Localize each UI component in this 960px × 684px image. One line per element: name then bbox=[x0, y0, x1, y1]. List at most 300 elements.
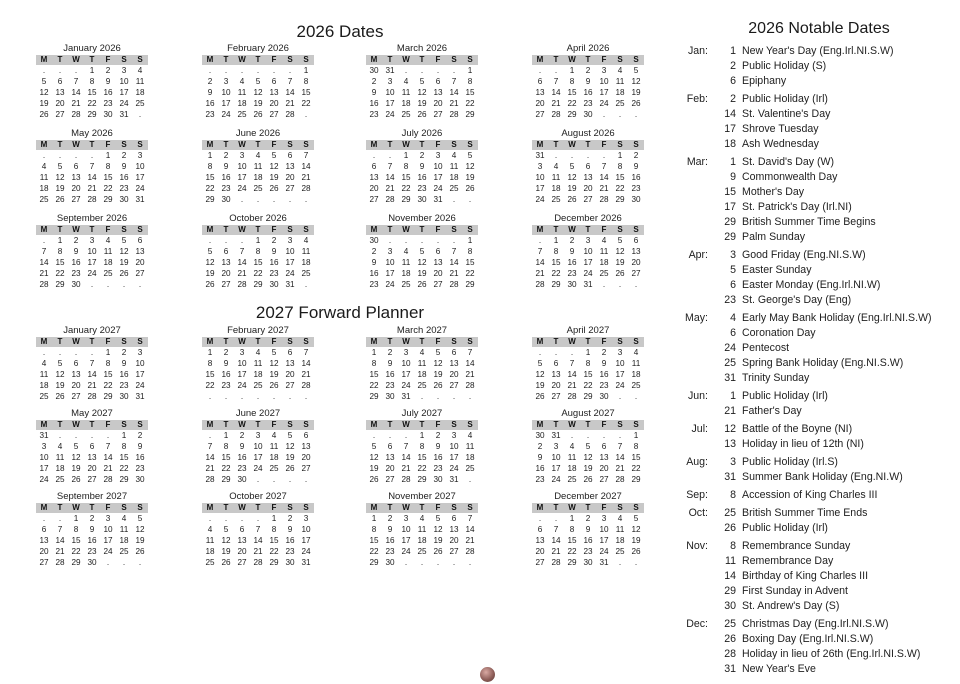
notable-event: Summer Bank Holiday (Eng.NI.W) bbox=[742, 471, 903, 483]
day-cell: 30 bbox=[369, 66, 379, 75]
day-cell: 5 bbox=[617, 236, 623, 245]
notable-day: 1 bbox=[730, 390, 736, 402]
weekday-header: W bbox=[234, 140, 250, 150]
weekday-header: W bbox=[564, 420, 580, 430]
day-cell: 17 bbox=[535, 184, 545, 193]
day-cell: 13 bbox=[551, 370, 561, 379]
day-cell: 14 bbox=[449, 88, 459, 97]
day-cell: 11 bbox=[417, 359, 427, 368]
day-cell: 29 bbox=[401, 195, 411, 204]
day-cell: 15 bbox=[551, 258, 561, 267]
day-cell: 5 bbox=[137, 514, 143, 523]
day-cell: 22 bbox=[631, 464, 641, 473]
day-cell: 30 bbox=[583, 110, 593, 119]
day-cell: . bbox=[240, 514, 244, 523]
day-cell: 13 bbox=[71, 173, 81, 182]
weekday-header: T bbox=[382, 140, 398, 150]
day-cell: 20 bbox=[631, 258, 641, 267]
day-cell: 1 bbox=[57, 236, 63, 245]
week-row bbox=[36, 557, 148, 568]
day-cell: 4 bbox=[601, 236, 607, 245]
day-cell: . bbox=[602, 280, 606, 289]
weekday-header: T bbox=[84, 140, 100, 150]
day-cell: 22 bbox=[551, 269, 561, 278]
month-table bbox=[202, 503, 314, 568]
day-cell: 3 bbox=[239, 151, 245, 160]
day-cell: 29 bbox=[71, 558, 81, 567]
weekday-header: M bbox=[36, 55, 52, 65]
day-cell: 30 bbox=[417, 195, 427, 204]
day-cell: 28 bbox=[551, 110, 561, 119]
notable-month-group bbox=[678, 311, 948, 386]
day-cell: 7 bbox=[451, 247, 457, 256]
week-row bbox=[532, 441, 644, 452]
day-cell: 3 bbox=[601, 66, 607, 75]
day-cell: . bbox=[554, 514, 558, 523]
week-row bbox=[532, 452, 644, 463]
day-cell: 16 bbox=[103, 88, 113, 97]
week-row bbox=[36, 380, 148, 391]
day-cell: 11 bbox=[567, 453, 577, 462]
day-cell: 4 bbox=[419, 514, 425, 523]
notable-month-label bbox=[678, 437, 708, 452]
weekday-header: T bbox=[218, 225, 234, 235]
day-cell: 28 bbox=[301, 184, 311, 193]
day-cell: 15 bbox=[401, 173, 411, 182]
day-cell: 3 bbox=[403, 514, 409, 523]
notable-month-label bbox=[678, 107, 708, 122]
day-cell: 29 bbox=[55, 280, 65, 289]
day-cell: 9 bbox=[207, 88, 213, 97]
day-cell: . bbox=[372, 431, 376, 440]
day-cell: 8 bbox=[105, 359, 111, 368]
day-cell: 29 bbox=[119, 475, 129, 484]
month-table bbox=[202, 55, 314, 120]
month-table bbox=[532, 55, 644, 120]
month-calendar bbox=[532, 325, 644, 402]
notable-event: Early May Bank Holiday (Eng.Irl.NI.S.W) bbox=[742, 312, 932, 324]
notable-event: Battle of the Boyne (NI) bbox=[742, 423, 853, 435]
day-cell: 27 bbox=[433, 110, 443, 119]
day-cell: 5 bbox=[569, 162, 575, 171]
day-cell: 28 bbox=[465, 381, 475, 390]
weekday-header: S bbox=[462, 503, 478, 513]
day-cell: 3 bbox=[255, 431, 261, 440]
week-row bbox=[202, 161, 314, 172]
day-cell: 22 bbox=[567, 547, 577, 556]
day-cell: 1 bbox=[617, 151, 623, 160]
weekday-header: T bbox=[218, 503, 234, 513]
day-cell: 15 bbox=[205, 370, 215, 379]
week-row bbox=[36, 430, 148, 441]
day-cell: 6 bbox=[223, 247, 229, 256]
day-cell: 12 bbox=[535, 370, 545, 379]
day-cell: 22 bbox=[87, 99, 97, 108]
day-cell: 21 bbox=[237, 269, 247, 278]
weekday-header: T bbox=[548, 140, 564, 150]
weekday-header: M bbox=[532, 55, 548, 65]
day-cell: 19 bbox=[55, 184, 65, 193]
notable-date-row bbox=[678, 584, 948, 599]
weekday-header: S bbox=[628, 503, 644, 513]
notable-date-row bbox=[678, 647, 948, 662]
day-cell: 20 bbox=[449, 536, 459, 545]
weekday-header: T bbox=[218, 337, 234, 347]
notable-month-group bbox=[678, 455, 948, 485]
notable-date-row bbox=[678, 137, 948, 152]
day-cell: . bbox=[452, 195, 456, 204]
day-cell: 31 bbox=[39, 431, 49, 440]
month-name: July 2027 bbox=[401, 408, 443, 419]
notable-month-label: Sep: bbox=[686, 489, 708, 501]
notable-event: Trinity Sunday bbox=[742, 372, 810, 384]
day-cell: 17 bbox=[119, 88, 129, 97]
day-cell: 26 bbox=[135, 547, 145, 556]
month-name: November 2026 bbox=[388, 213, 456, 224]
day-cell: 1 bbox=[255, 236, 261, 245]
month-table bbox=[366, 420, 478, 485]
weekday-header: S bbox=[612, 420, 628, 430]
notable-event: Birthday of King Charles III bbox=[742, 570, 869, 582]
notable-month-label: Oct: bbox=[688, 507, 708, 519]
day-cell: 28 bbox=[449, 110, 459, 119]
day-cell: 18 bbox=[551, 184, 561, 193]
week-row bbox=[202, 391, 314, 402]
day-cell: 7 bbox=[451, 77, 457, 86]
day-cell: . bbox=[452, 558, 456, 567]
weekday-header: W bbox=[234, 225, 250, 235]
day-cell: 25 bbox=[39, 392, 49, 401]
day-cell: 6 bbox=[451, 514, 457, 523]
day-cell: 25 bbox=[55, 475, 65, 484]
day-cell: 7 bbox=[467, 348, 473, 357]
day-cell: 16 bbox=[221, 173, 231, 182]
notable-event: Father's Day bbox=[742, 405, 802, 417]
day-cell: 27 bbox=[135, 269, 145, 278]
weekday-header: M bbox=[36, 420, 52, 430]
day-cell: 14 bbox=[301, 359, 311, 368]
day-cell: 27 bbox=[583, 195, 593, 204]
day-cell: 2 bbox=[239, 431, 245, 440]
day-cell: 28 bbox=[39, 280, 49, 289]
notable-month-label bbox=[678, 263, 708, 278]
weekday-header: F bbox=[266, 55, 282, 65]
day-cell: . bbox=[288, 66, 292, 75]
day-cell: . bbox=[106, 558, 110, 567]
day-cell: . bbox=[404, 558, 408, 567]
day-cell: 2 bbox=[223, 151, 229, 160]
notable-date-row bbox=[678, 389, 948, 404]
month-table bbox=[36, 420, 148, 485]
day-cell: 26 bbox=[55, 195, 65, 204]
notable-day: 26 bbox=[724, 633, 736, 645]
month-name: March 2026 bbox=[396, 43, 448, 54]
weekday-header: M bbox=[532, 503, 548, 513]
month-calendar bbox=[532, 491, 644, 568]
month-name: February 2026 bbox=[227, 43, 289, 54]
day-cell: 2 bbox=[121, 348, 127, 357]
notable-event: New Year's Eve bbox=[742, 663, 816, 675]
day-cell: 18 bbox=[237, 99, 247, 108]
day-cell: 1 bbox=[121, 431, 127, 440]
day-cell: 5 bbox=[287, 431, 293, 440]
day-cell: 23 bbox=[135, 464, 145, 473]
day-cell: 30 bbox=[71, 280, 81, 289]
day-cell: 19 bbox=[535, 381, 545, 390]
day-cell: 24 bbox=[39, 475, 49, 484]
day-cell: 25 bbox=[301, 269, 311, 278]
day-cell: 24 bbox=[433, 184, 443, 193]
day-cell: 4 bbox=[633, 348, 639, 357]
day-cell: 23 bbox=[369, 110, 379, 119]
notable-event: St. Patrick's Day (Irl.NI) bbox=[742, 201, 852, 213]
day-cell: 8 bbox=[371, 359, 377, 368]
day-cell: . bbox=[452, 392, 456, 401]
day-cell: 30 bbox=[567, 280, 577, 289]
day-cell: 13 bbox=[449, 525, 459, 534]
month-name: December 2027 bbox=[554, 491, 622, 502]
day-cell: 8 bbox=[569, 77, 575, 86]
day-cell: 24 bbox=[385, 110, 395, 119]
day-cell: . bbox=[404, 66, 408, 75]
day-cell: . bbox=[240, 236, 244, 245]
day-cell: 6 bbox=[633, 236, 639, 245]
weekday-header: T bbox=[382, 420, 398, 430]
day-cell: 3 bbox=[303, 514, 309, 523]
day-cell: 27 bbox=[369, 195, 379, 204]
day-cell: 24 bbox=[551, 475, 561, 484]
day-cell: 10 bbox=[301, 525, 311, 534]
day-cell: 10 bbox=[401, 359, 411, 368]
day-cell: 15 bbox=[269, 536, 279, 545]
day-cell: 25 bbox=[551, 195, 561, 204]
day-cell: 9 bbox=[585, 77, 591, 86]
day-cell: 25 bbox=[615, 99, 625, 108]
month-name: January 2027 bbox=[63, 325, 121, 336]
day-cell: 3 bbox=[41, 442, 47, 451]
day-cell: 6 bbox=[73, 162, 79, 171]
day-cell: 24 bbox=[237, 184, 247, 193]
notable-date-row bbox=[678, 662, 948, 677]
day-cell: 25 bbox=[269, 464, 279, 473]
notable-month-label bbox=[678, 185, 708, 200]
week-row bbox=[202, 109, 314, 120]
week-row bbox=[202, 172, 314, 183]
day-cell: 11 bbox=[615, 525, 625, 534]
month-name: August 2026 bbox=[561, 128, 615, 139]
day-cell: . bbox=[208, 392, 212, 401]
day-cell: 19 bbox=[369, 464, 379, 473]
day-cell: 21 bbox=[449, 99, 459, 108]
month-name: June 2027 bbox=[235, 408, 281, 419]
weekday-header: T bbox=[548, 503, 564, 513]
day-cell: 5 bbox=[633, 514, 639, 523]
day-cell: 16 bbox=[535, 464, 545, 473]
week-row bbox=[532, 358, 644, 369]
day-cell: 22 bbox=[567, 99, 577, 108]
day-cell: 27 bbox=[55, 110, 65, 119]
day-cell: 14 bbox=[253, 536, 263, 545]
day-cell: . bbox=[224, 236, 228, 245]
week-row bbox=[366, 183, 478, 194]
month-table bbox=[532, 225, 644, 290]
notable-date-row bbox=[678, 59, 948, 74]
day-cell: 15 bbox=[369, 370, 379, 379]
day-cell: 22 bbox=[465, 269, 475, 278]
weekday-header: S bbox=[462, 420, 478, 430]
weekday-header: S bbox=[282, 420, 298, 430]
calendar-2026-grid bbox=[36, 43, 648, 298]
day-cell: 8 bbox=[569, 525, 575, 534]
weekday-header: S bbox=[628, 140, 644, 150]
day-cell: 1 bbox=[403, 151, 409, 160]
day-cell: 8 bbox=[467, 247, 473, 256]
day-cell: 9 bbox=[271, 247, 277, 256]
week-row bbox=[36, 513, 148, 524]
day-cell: . bbox=[436, 558, 440, 567]
day-cell: 9 bbox=[371, 88, 377, 97]
day-cell: 14 bbox=[535, 258, 545, 267]
weekday-header: T bbox=[52, 140, 68, 150]
week-row bbox=[366, 87, 478, 98]
notable-dates-panel bbox=[678, 20, 948, 680]
day-cell: 23 bbox=[599, 381, 609, 390]
day-cell: 9 bbox=[569, 247, 575, 256]
weekday-header: W bbox=[68, 55, 84, 65]
day-cell: 21 bbox=[615, 464, 625, 473]
week-row bbox=[532, 279, 644, 290]
week-row bbox=[366, 268, 478, 279]
notable-date-row bbox=[678, 155, 948, 170]
day-cell: . bbox=[554, 151, 558, 160]
day-cell: 24 bbox=[103, 547, 113, 556]
week-row bbox=[366, 513, 478, 524]
day-cell: 24 bbox=[401, 381, 411, 390]
week-row bbox=[202, 246, 314, 257]
weekday-header: M bbox=[36, 225, 52, 235]
day-cell: 3 bbox=[403, 348, 409, 357]
day-cell: 2 bbox=[387, 348, 393, 357]
weekday-header: M bbox=[532, 140, 548, 150]
day-cell: 7 bbox=[89, 162, 95, 171]
day-cell: 2 bbox=[419, 151, 425, 160]
notable-event: St. George's Day (Eng) bbox=[742, 294, 852, 306]
notable-month-label: Jul: bbox=[691, 423, 708, 435]
day-cell: 19 bbox=[465, 173, 475, 182]
day-cell: 17 bbox=[551, 464, 561, 473]
weekday-header: W bbox=[68, 420, 84, 430]
day-cell: 13 bbox=[385, 453, 395, 462]
notable-date-row bbox=[678, 341, 948, 356]
day-cell: 12 bbox=[567, 173, 577, 182]
weekday-header: M bbox=[366, 337, 382, 347]
weekday-header: S bbox=[446, 503, 462, 513]
day-cell: 15 bbox=[615, 173, 625, 182]
weekday-header: M bbox=[202, 140, 218, 150]
notable-date-row bbox=[678, 278, 948, 293]
notable-event: New Year's Day (Eng.Irl.NI.S.W) bbox=[742, 45, 894, 57]
day-cell: 3 bbox=[387, 77, 393, 86]
day-cell: 22 bbox=[417, 464, 427, 473]
day-cell: 20 bbox=[433, 269, 443, 278]
day-cell: 1 bbox=[553, 236, 559, 245]
day-cell: . bbox=[256, 66, 260, 75]
day-cell: . bbox=[586, 151, 590, 160]
day-cell: 31 bbox=[449, 475, 459, 484]
day-cell: 31 bbox=[285, 280, 295, 289]
day-cell: 24 bbox=[135, 184, 145, 193]
notable-day: 6 bbox=[730, 75, 736, 87]
weekday-header: M bbox=[532, 420, 548, 430]
week-row bbox=[202, 235, 314, 246]
week-row bbox=[532, 172, 644, 183]
notable-month-label bbox=[678, 137, 708, 152]
notable-month-label bbox=[678, 215, 708, 230]
day-cell: 2 bbox=[223, 348, 229, 357]
week-row bbox=[366, 98, 478, 109]
day-cell: 14 bbox=[301, 162, 311, 171]
notable-event: Palm Sunday bbox=[742, 231, 806, 243]
day-cell: 27 bbox=[285, 184, 295, 193]
month-table bbox=[202, 140, 314, 205]
notable-month-label bbox=[678, 404, 708, 419]
day-cell: 6 bbox=[435, 247, 441, 256]
weekday-header: S bbox=[462, 225, 478, 235]
day-cell: 23 bbox=[221, 381, 231, 390]
day-cell: 3 bbox=[553, 442, 559, 451]
notable-date-row bbox=[678, 248, 948, 263]
day-cell: 22 bbox=[269, 547, 279, 556]
day-cell: . bbox=[304, 195, 308, 204]
day-cell: . bbox=[420, 66, 424, 75]
weekday-header: S bbox=[116, 503, 132, 513]
day-cell: 17 bbox=[401, 536, 411, 545]
day-cell: 2 bbox=[387, 514, 393, 523]
day-cell: 16 bbox=[385, 370, 395, 379]
weekday-header: S bbox=[628, 55, 644, 65]
day-cell: 13 bbox=[285, 162, 295, 171]
weekday-header: F bbox=[100, 420, 116, 430]
week-row bbox=[532, 183, 644, 194]
day-cell: . bbox=[256, 392, 260, 401]
day-cell: 4 bbox=[617, 66, 623, 75]
day-cell: 24 bbox=[221, 110, 231, 119]
day-cell: . bbox=[586, 431, 590, 440]
week-row bbox=[366, 430, 478, 441]
day-cell: 4 bbox=[569, 442, 575, 451]
weekday-header: T bbox=[414, 140, 430, 150]
weekday-header: S bbox=[132, 503, 148, 513]
notable-month-group bbox=[678, 44, 948, 89]
day-cell: 18 bbox=[417, 536, 427, 545]
day-cell: 5 bbox=[371, 442, 377, 451]
day-cell: 15 bbox=[87, 88, 97, 97]
day-cell: 27 bbox=[535, 558, 545, 567]
weekday-header: S bbox=[446, 140, 462, 150]
day-cell: 1 bbox=[271, 514, 277, 523]
week-row bbox=[202, 98, 314, 109]
day-cell: 26 bbox=[417, 110, 427, 119]
weekday-header: S bbox=[628, 225, 644, 235]
day-cell: 16 bbox=[631, 173, 641, 182]
week-row bbox=[202, 150, 314, 161]
day-cell: . bbox=[42, 514, 46, 523]
notable-day: 8 bbox=[730, 489, 736, 501]
day-cell: 14 bbox=[55, 536, 65, 545]
day-cell: 9 bbox=[239, 442, 245, 451]
day-cell: 18 bbox=[449, 173, 459, 182]
day-cell: 30 bbox=[103, 110, 113, 119]
